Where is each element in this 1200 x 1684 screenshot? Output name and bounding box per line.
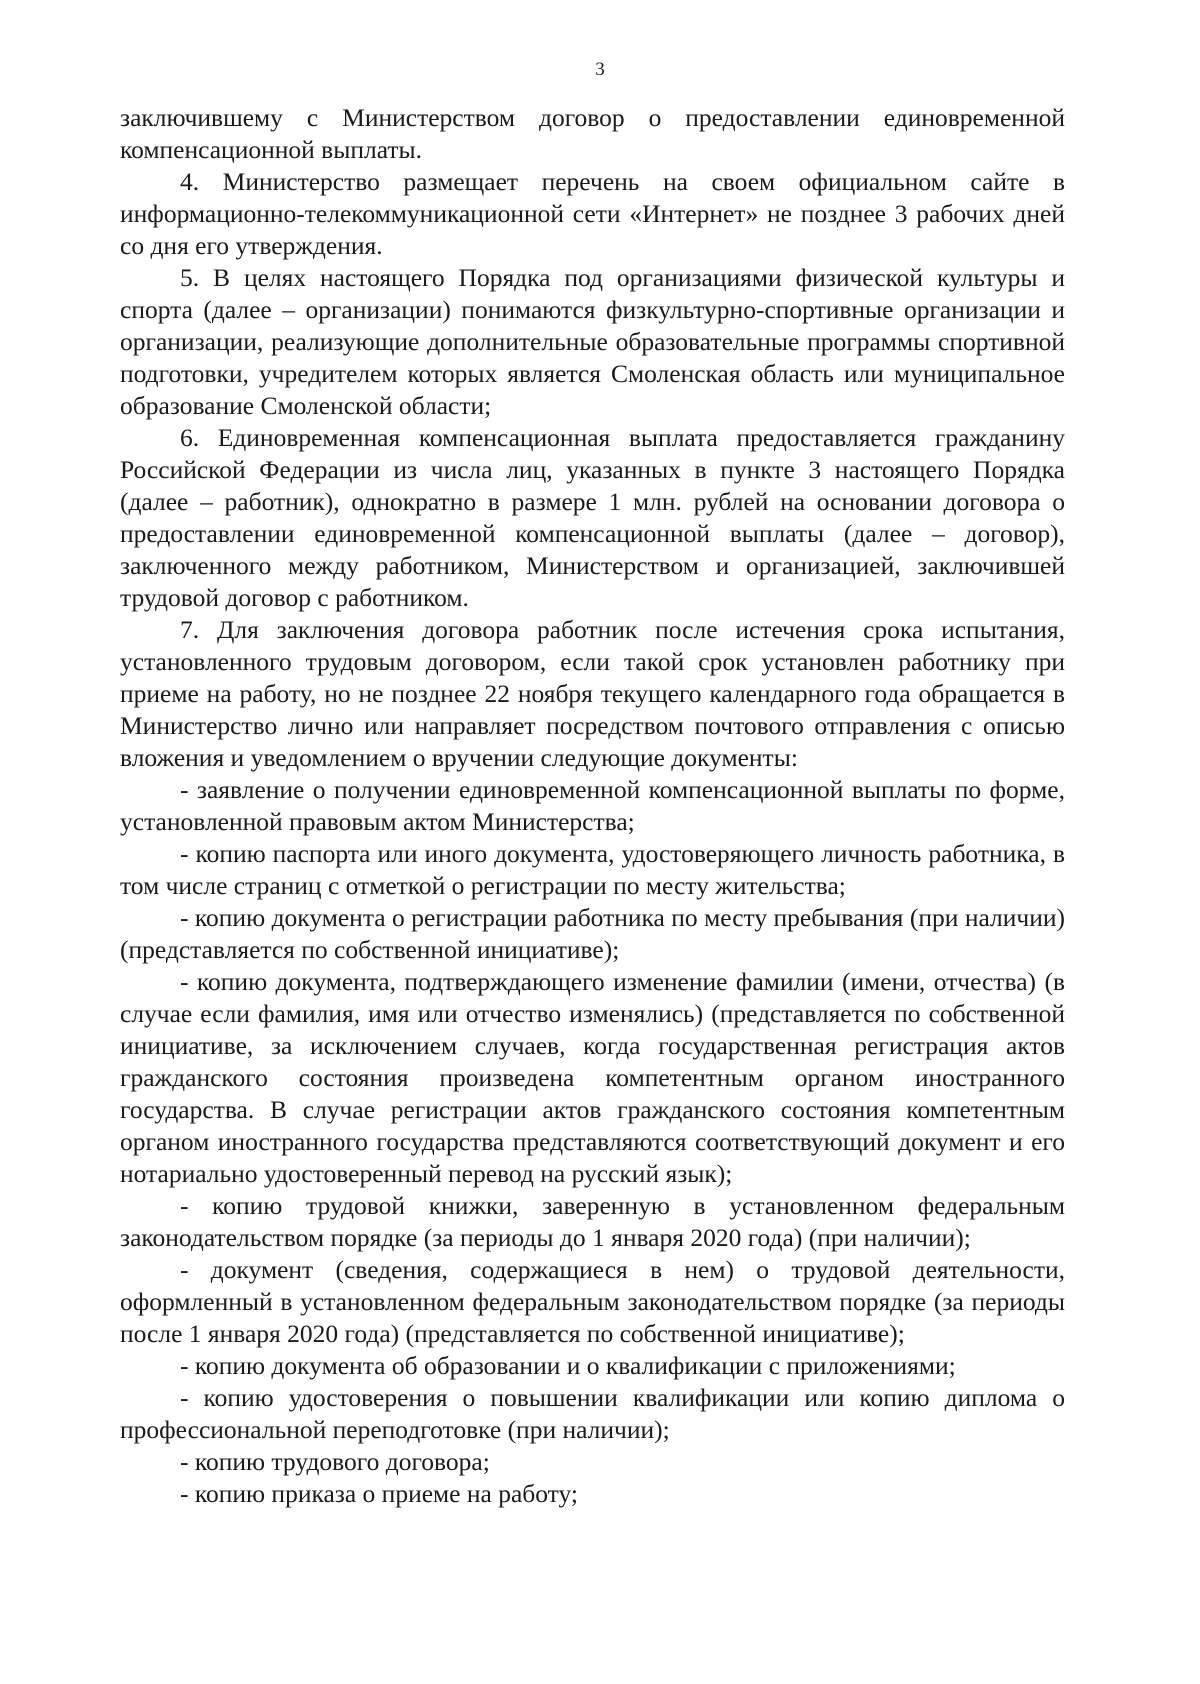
list-item-work-activity-document: - документ (сведения, содержащиеся в нем) о трудовой деятельности, оформленный в установленном федеральным законодательством порядке (за периоды после 1 января 2020 года) (представляется по собственной инициативе); (120, 1255, 1065, 1348)
list-item-education-document-copy: - копию документа об образовании и о квалификации с приложениями; (180, 1351, 956, 1380)
paragraph-item-5: 5. В целях настоящего Порядка под организациями физической культуры и спорта (далее – организации) понимаются физкультурно-спортивные организации и организации, реализующие дополнительные образовательные программы спортивной подготовки, учредителем которых является Смоленская область или муниципальное образование Смоленской области; (120, 263, 1065, 420)
paragraph-item-6: 6. Единовременная компенсационная выплата предоставляется гражданину Российской Федерации из числа лиц, указанных в пункте 3 настоящего Порядка (далее – работник), однократно в размере 1 млн. рублей на основании договора о предоставлении единовременной компенсационной выплаты (далее – договор), заключенного между работником, Министерством и организацией, заключившей трудовой договор с работником. (120, 423, 1065, 612)
list-item-hiring-order-copy: - копию приказа о приеме на работу; (180, 1479, 578, 1508)
list-item-qualification-certificate-copy: - копию удостоверения о повышении квалификации или копию диплома о профессиональной переподготовке (при наличии); (120, 1383, 1065, 1444)
list-item-registration-copy: - копию документа о регистрации работника по месту пребывания (при наличии) (представляется по собственной инициативе); (120, 903, 1065, 964)
page-number: 3 (595, 59, 605, 80)
list-item-employment-book-copy: - копию трудовой книжки, заверенную в установленном федеральным законодательством порядке (за периоды до 1 января 2020 года) (при наличии); (120, 1191, 1065, 1252)
list-item-name-change-copy: - копию документа, подтверждающего изменение фамилии (имени, отчества) (в случае если фамилия, имя или отчество изменялись) (представляется по собственной инициативе, за исключением случаев, когда государственная регистрация актов гражданского состояния произведена компетентным органом иностранного государства. В случае регистрации актов гражданского состояния компетентным органом иностранного государства представляются соответствующий документ и его нотариально удостоверенный перевод на русский язык); (120, 967, 1065, 1188)
paragraph-item-7: 7. Для заключения договора работник после истечения срока испытания, установленного трудовым договором, если такой срок установлен работнику при приеме на работу, но не позднее 22 ноября текущего календарного года обращается в Министерство лично или направляет посредством почтового отправления с описью вложения и уведомлением о вручении следующие документы: (120, 615, 1065, 772)
document-body (120, 102, 1065, 1510)
list-item-employment-contract-copy: - копию трудового договора; (180, 1447, 490, 1476)
paragraph-item-4: 4. Министерство размещает перечень на своем официальном сайте в информационно-телекоммуникационной сети «Интернет» не позднее 3 рабочих дней со дня его утверждения. (120, 167, 1065, 260)
list-item-passport-copy: - копию паспорта или иного документа, удостоверяющего личность работника, в том числе страниц с отметкой о регистрации по месту жительства; (120, 839, 1065, 900)
paragraph-continuation: заключившему с Министерством договор о предоставлении единовременной компенсационной выплаты. (120, 103, 1065, 164)
list-item-application: - заявление о получении единовременной компенсационной выплаты по форме, установленной правовым актом Министерства; (120, 775, 1065, 836)
